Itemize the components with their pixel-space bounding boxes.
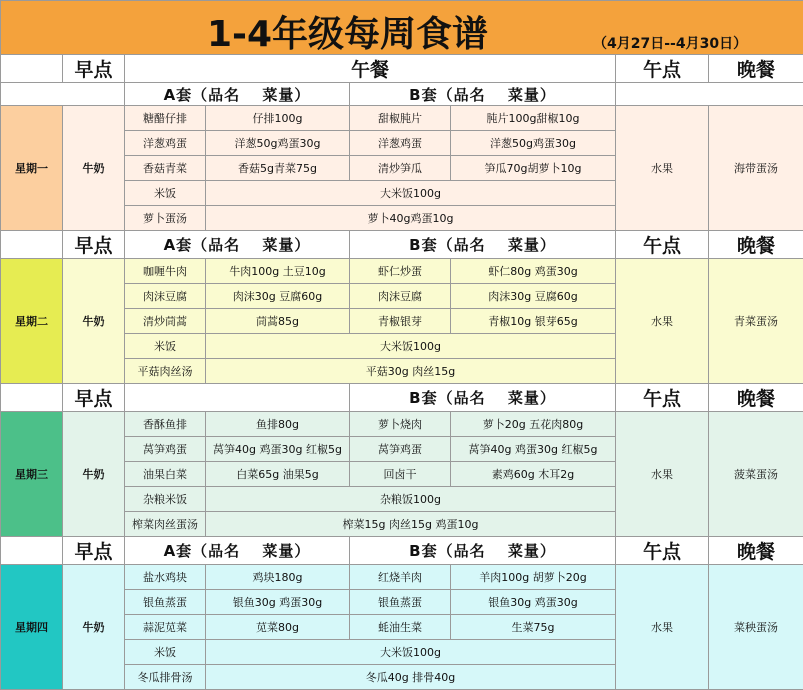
header-dinner: 晚餐 <box>709 537 803 565</box>
menu-row <box>1 412 803 437</box>
header-snack: 午点 <box>616 55 709 83</box>
set-b-quantity: 莴笋40g 鸡蛋30g 红椒5g <box>451 437 616 462</box>
set-a-dish: 蒜泥苋菜 <box>125 615 206 640</box>
menu-row <box>1 106 803 131</box>
day-label: 星期一 <box>1 106 63 231</box>
set-a-quantity: 肉沫30g 豆腐60g <box>206 284 350 309</box>
header-row <box>1 55 803 83</box>
set-b-dish: 清炒笋瓜 <box>350 156 451 181</box>
set-a-quantity: 洋葱50g鸡蛋30g <box>206 131 350 156</box>
dinner-item: 菠菜蛋汤 <box>709 412 803 537</box>
dinner-item: 海带蛋汤 <box>709 106 803 231</box>
set-a-dish: 清炒茼蒿 <box>125 309 206 334</box>
set-a-dish: 糖醋仔排 <box>125 106 206 131</box>
header-snack: 午点 <box>616 231 709 259</box>
set-b-dish: 洋葱鸡蛋 <box>350 131 451 156</box>
header-set-b: B套（品名 菜量） <box>350 83 616 106</box>
set-b-dish: 红烧羊肉 <box>350 565 451 590</box>
set-b-quantity: 生菜75g <box>451 615 616 640</box>
header-set-a: A套（品名 菜量） <box>125 231 350 259</box>
soup-dish: 冬瓜排骨汤 <box>125 665 206 690</box>
day-label: 星期四 <box>1 565 63 690</box>
header-set-a <box>125 384 350 412</box>
soup-quantity: 萝卜40g鸡蛋10g <box>206 206 616 231</box>
set-b-quantity: 洋葱50g鸡蛋30g <box>451 131 616 156</box>
dinner-item: 菜秧蛋汤 <box>709 565 803 690</box>
header-set-a: A套（品名 菜量） <box>125 83 350 106</box>
set-b-dish: 蚝油生菜 <box>350 615 451 640</box>
set-a-quantity: 茼蒿85g <box>206 309 350 334</box>
rice-dish: 米饭 <box>125 334 206 359</box>
set-a-quantity: 白菜65g 油果5g <box>206 462 350 487</box>
set-a-quantity: 莴笋40g 鸡蛋30g 红椒5g <box>206 437 350 462</box>
menu-row <box>1 259 803 284</box>
header-row <box>1 537 803 565</box>
header-blank <box>1 384 63 412</box>
soup-quantity: 榨菜15g 肉丝15g 鸡蛋10g <box>206 512 616 537</box>
header-blank <box>1 55 63 83</box>
subheader-blank-2 <box>616 83 803 106</box>
snack-item: 水果 <box>616 412 709 537</box>
header-set-a: A套（品名 菜量） <box>125 537 350 565</box>
header-dinner: 晚餐 <box>709 231 803 259</box>
header-snack: 午点 <box>616 384 709 412</box>
set-b-dish: 银鱼蒸蛋 <box>350 590 451 615</box>
set-a-dish: 香菇青菜 <box>125 156 206 181</box>
set-a-quantity: 鱼排80g <box>206 412 350 437</box>
set-b-dish: 虾仁炒蛋 <box>350 259 451 284</box>
soup-quantity: 冬瓜40g 排骨40g <box>206 665 616 690</box>
set-b-quantity: 羊肉100g 胡萝卜20g <box>451 565 616 590</box>
set-a-quantity: 牛肉100g 土豆10g <box>206 259 350 284</box>
set-a-quantity: 银鱼30g 鸡蛋30g <box>206 590 350 615</box>
date-range: （4月27日--4月30日） <box>593 33 747 53</box>
set-b-quantity: 青椒10g 银芽65g <box>451 309 616 334</box>
header-row <box>1 384 803 412</box>
set-a-quantity: 仔排100g <box>206 106 350 131</box>
header-dinner: 晚餐 <box>709 55 803 83</box>
set-b-dish: 回卤干 <box>350 462 451 487</box>
set-a-dish: 肉沫豆腐 <box>125 284 206 309</box>
header-blank <box>1 231 63 259</box>
header-set-b: B套（品名 菜量） <box>350 537 616 565</box>
page-title: 1-4年级每周食谱 <box>207 6 488 55</box>
header-set-b: B套（品名 菜量） <box>350 231 616 259</box>
subheader-row <box>1 83 803 106</box>
set-a-quantity: 香菇5g青菜75g <box>206 156 350 181</box>
header-snack: 午点 <box>616 537 709 565</box>
set-b-quantity: 萝卜20g 五花肉80g <box>451 412 616 437</box>
set-b-dish: 萝卜烧肉 <box>350 412 451 437</box>
set-b-quantity: 虾仁80g 鸡蛋30g <box>451 259 616 284</box>
header-dinner: 晚餐 <box>709 384 803 412</box>
soup-dish: 平菇肉丝汤 <box>125 359 206 384</box>
set-b-dish: 青椒银芽 <box>350 309 451 334</box>
set-a-dish: 油果白菜 <box>125 462 206 487</box>
dinner-item: 青菜蛋汤 <box>709 259 803 384</box>
set-b-quantity: 素鸡60g 木耳2g <box>451 462 616 487</box>
set-b-quantity: 肉沫30g 豆腐60g <box>451 284 616 309</box>
snack-item: 水果 <box>616 565 709 690</box>
header-row <box>1 231 803 259</box>
rice-dish: 米饭 <box>125 181 206 206</box>
rice-quantity: 大米饭100g <box>206 334 616 359</box>
rice-quantity: 大米饭100g <box>206 640 616 665</box>
breakfast-item: 牛奶 <box>63 106 125 231</box>
set-a-dish: 莴笋鸡蛋 <box>125 437 206 462</box>
day-label: 星期二 <box>1 259 63 384</box>
breakfast-item: 牛奶 <box>63 412 125 537</box>
set-a-quantity: 苋菜80g <box>206 615 350 640</box>
header-lunch: 午餐 <box>125 55 616 83</box>
set-b-dish: 肉沫豆腐 <box>350 284 451 309</box>
soup-dish: 榨菜肉丝蛋汤 <box>125 512 206 537</box>
rice-quantity: 大米饭100g <box>206 181 616 206</box>
header-breakfast: 早点 <box>63 537 125 565</box>
set-a-dish: 咖喱牛肉 <box>125 259 206 284</box>
rice-dish: 米饭 <box>125 640 206 665</box>
set-b-quantity: 笋瓜70g胡萝卜10g <box>451 156 616 181</box>
day-label: 星期三 <box>1 412 63 537</box>
subheader-blank-1 <box>1 83 125 106</box>
rice-quantity: 杂粮饭100g <box>206 487 616 512</box>
set-b-dish: 莴笋鸡蛋 <box>350 437 451 462</box>
header-blank <box>1 537 63 565</box>
snack-item: 水果 <box>616 106 709 231</box>
header-set-b: B套（品名 菜量） <box>350 384 616 412</box>
set-a-dish: 银鱼蒸蛋 <box>125 590 206 615</box>
set-a-dish: 洋葱鸡蛋 <box>125 131 206 156</box>
rice-dish: 杂粮米饭 <box>125 487 206 512</box>
title-banner <box>1 1 803 55</box>
set-b-dish: 甜椒肫片 <box>350 106 451 131</box>
set-a-dish: 香酥鱼排 <box>125 412 206 437</box>
breakfast-item: 牛奶 <box>63 565 125 690</box>
header-breakfast: 早点 <box>63 231 125 259</box>
set-b-quantity: 肫片100g甜椒10g <box>451 106 616 131</box>
soup-dish: 萝卜蛋汤 <box>125 206 206 231</box>
snack-item: 水果 <box>616 259 709 384</box>
set-a-quantity: 鸡块180g <box>206 565 350 590</box>
set-b-quantity: 银鱼30g 鸡蛋30g <box>451 590 616 615</box>
set-a-dish: 盐水鸡块 <box>125 565 206 590</box>
menu-row <box>1 565 803 590</box>
header-breakfast: 早点 <box>63 384 125 412</box>
header-breakfast: 早点 <box>63 55 125 83</box>
breakfast-item: 牛奶 <box>63 259 125 384</box>
soup-quantity: 平菇30g 肉丝15g <box>206 359 616 384</box>
